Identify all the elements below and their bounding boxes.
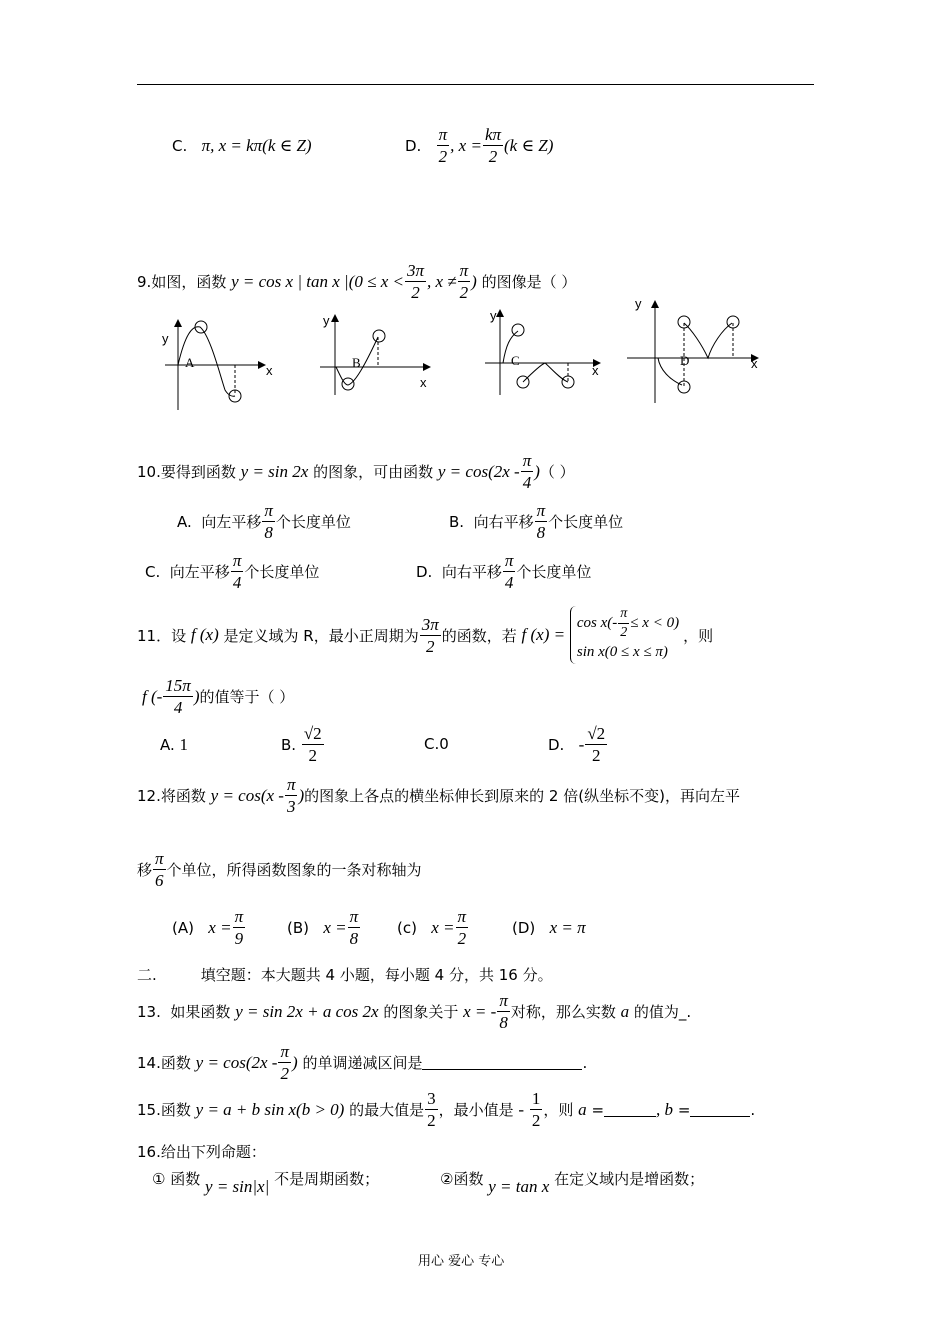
graph-a-letter: A [185, 355, 195, 370]
fraction: $\frac{\pi}{4}$ [504, 551, 514, 592]
q10-option-c: C. 向左平移 $\frac{\pi}{4}$ 个长度单位 [145, 551, 320, 592]
graph-c-letter: C [511, 353, 520, 368]
q8-option-d: D. $\frac{\pi}{2}$ , x = $\frac{k\pi}{2}$ (k ∈ Z) [405, 125, 554, 166]
graph-b-y-label: y [323, 313, 330, 328]
q11-option-d: D. - $\frac{√2}{2}$ [548, 724, 606, 765]
q10-option-b: B. 向右平移 $\frac{\pi}{8}$ 个长度单位 [449, 501, 624, 542]
graph-c-y-label: y [490, 308, 497, 323]
graph-d-y-label: y [635, 296, 642, 311]
q16-prop-2: ② 函数 y = tan x 在定义域内是增函数； [440, 1169, 705, 1196]
fraction: $\frac{k\pi}{2}$ [484, 125, 502, 166]
section-2-heading: 二. 填空题：本大题共 4 小题，每小题 4 分，共 16 分。 [137, 966, 553, 984]
q9-stem: 9. 如图，函数 y = cos x | tan x |(0 ≤ x < $\frac{3\pi}{2}$ , x ≠ $\frac{\pi}{2}$ ) 的图像是（ ） [137, 261, 577, 302]
q12-option-d: (D) x = π [512, 918, 586, 937]
header-rule [137, 84, 814, 85]
fraction: $\frac{√2}{2}$ [587, 724, 606, 765]
q12-line2: 移 $\frac{\pi}{6}$ 个单位，所得函数图象的一条对称轴为 [137, 849, 422, 890]
q10-option-a: A. 向左平移 $\frac{\pi}{8}$ 个长度单位 [177, 501, 351, 542]
fraction: $\frac{3}{2}$ [427, 1089, 436, 1130]
fraction: $\frac{\pi}{2}$ [280, 1042, 289, 1083]
graph-d-x-label: x [751, 356, 758, 371]
fraction: $\frac{√2}{2}$ [303, 724, 322, 765]
q9-graphs [130, 295, 770, 415]
q14: 14. 函数 y = cos(2x - $\frac{\pi}{2}$ ) 的单调递减区间是 . [137, 1042, 588, 1083]
q12-stem: 12. 将函数 y = cos(x - $\frac{\pi}{3}$ ) 的图象上各点的横坐标伸长到原来的 2 倍(纵坐标不变)，再向左平 [137, 775, 740, 816]
q11-option-a: A. 1 [160, 735, 189, 754]
graph-a [162, 320, 273, 410]
answer-blank[interactable] [422, 1055, 582, 1070]
fraction: $\frac{\pi}{6}$ [155, 849, 164, 890]
fraction: $\frac{\pi}{3}$ [286, 775, 296, 816]
q16-prop-1: ① 函数 y = sin|x| 不是周期函数； [152, 1169, 380, 1196]
graph-c-x-label: x [592, 363, 599, 378]
fraction: $\frac{\pi}{8}$ [349, 907, 359, 948]
fraction: $\frac{3\pi}{2}$ [421, 614, 439, 656]
piecewise-brace: cos x(- $\frac{\pi}{2}$ ≤ x < 0) sin x(0 ≤ x ≤ π) [570, 606, 679, 664]
q11-option-b: B. $\frac{√2}{2}$ [281, 724, 322, 765]
fraction: $\frac{\pi}{2}$ [459, 261, 469, 302]
q8-option-c: C. π, x = kπ(k ∈ Z) [172, 136, 312, 155]
q10-option-d: D. 向右平移 $\frac{\pi}{4}$ 个长度单位 [416, 551, 592, 592]
graph-d-letter: D [680, 353, 690, 368]
q12-option-c: (c) x = $\frac{\pi}{2}$ [397, 907, 467, 948]
q11-line2: f (- $\frac{15\pi}{4}$ ) 的值等于（ ） [142, 676, 295, 717]
graph-b-x-label: x [420, 375, 427, 390]
graph-c [485, 308, 600, 395]
fraction: $\frac{1}{2}$ [531, 1089, 541, 1130]
answer-blank-a[interactable] [604, 1102, 656, 1117]
graph-a-x-label: x [266, 363, 273, 378]
q16-stem: 16. 给出下列命题： [137, 1142, 266, 1161]
q12-option-b: (B) x = $\frac{\pi}{8}$ [287, 907, 359, 948]
q15: 15. 函数 y = a + b sin x(b > 0) 的最大值是 $\frac{3}{2}$ ，最小值是 - $\frac{1}{2}$ ，则 a = , b = . [137, 1089, 756, 1130]
fraction: $\frac{\pi}{2}$ [620, 605, 628, 640]
q12-option-a: (A) x = $\frac{\pi}{9}$ [172, 907, 244, 948]
fraction: $\frac{\pi}{4}$ [522, 451, 532, 492]
q10-stem: 10. 要得到函数 y = sin 2x 的图象，可由函数 y = cos(2x - $\frac{\pi}{4}$ ) （ ） [137, 451, 575, 492]
fraction: $\frac{\pi}{9}$ [234, 907, 244, 948]
answer-blank-b[interactable] [690, 1102, 750, 1117]
q13: 13. 如果函数 y = sin 2x + a cos 2x 的图象关于 x = - $\frac{\pi}{8}$ 对称，那么实数 a 的值为_. [137, 991, 692, 1032]
page-footer: 用心 爱心 专心 [418, 1254, 505, 1269]
graph-b-letter: B [352, 355, 361, 370]
fraction: $\frac{3\pi}{2}$ [406, 261, 424, 302]
fraction: $\frac{\pi}{4}$ [232, 551, 242, 592]
fraction: $\frac{15\pi}{4}$ [165, 676, 191, 717]
fraction: $\frac{\pi}{8}$ [499, 991, 508, 1032]
q11-option-c: C. 0 [424, 735, 449, 753]
graph-d [627, 296, 758, 403]
fraction: $\frac{\pi}{8}$ [536, 501, 546, 542]
q11-stem: 11． 设 f (x) 是定义域为 R，最小正周期为 $\frac{3\pi}{2}$ 的函数，若 f (x) = cos x(- $\frac{\pi}{2}$ ≤ x < 0) sin x(0 ≤ x ≤ π) ，则 [137, 606, 713, 664]
graph-a-y-label: y [162, 331, 169, 346]
fraction: $\frac{\pi}{2}$ [438, 125, 448, 166]
graph-b [320, 313, 430, 395]
fraction: $\frac{\pi}{8}$ [264, 501, 273, 542]
fraction: $\frac{\pi}{2}$ [457, 907, 467, 948]
